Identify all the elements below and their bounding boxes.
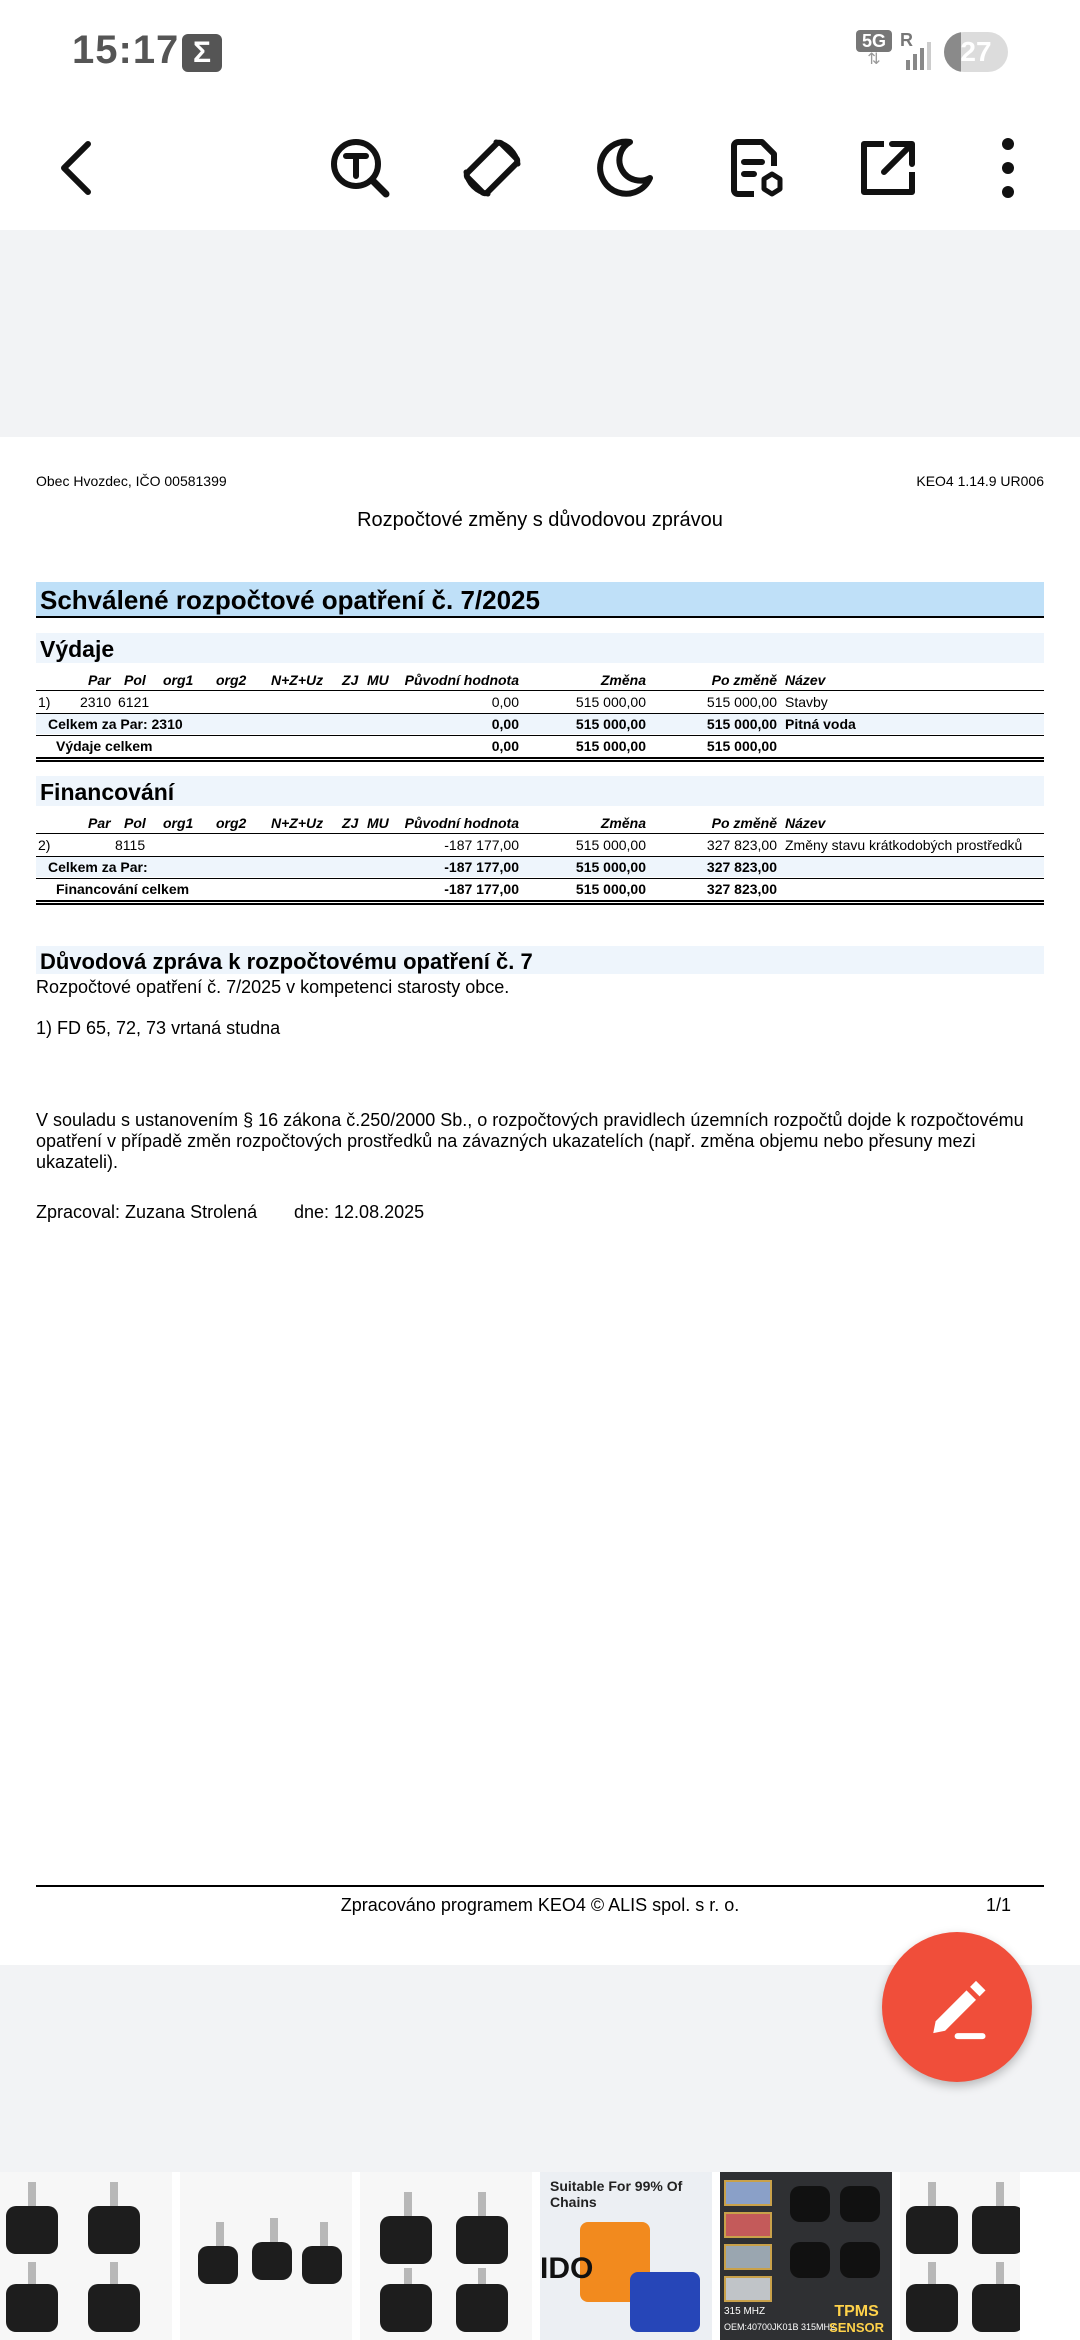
ad-badge xyxy=(829,2304,884,2336)
col-org1: org1 xyxy=(163,815,194,831)
reason-line-1: Rozpočtové opatření č. 7/2025 v kompetenci starosty obce. xyxy=(36,977,510,997)
col-name: Název xyxy=(785,672,826,688)
ad-tile[interactable] xyxy=(180,2172,352,2340)
total-change: 515 000,00 xyxy=(575,738,646,754)
col-change: Změna xyxy=(600,815,646,831)
rotate-button[interactable] xyxy=(444,120,540,216)
col-after: Po změně xyxy=(711,815,777,831)
ad-tile[interactable] xyxy=(540,2172,712,2340)
battery-icon xyxy=(944,32,1008,72)
ad-brand: IDO xyxy=(540,2252,594,2285)
legal-text: V souladu s ustanovením § 16 zákona č.250/2000 Sb., o rozpočtových pravidlech územních rozpočtů dojde k rozpočtovému opatření v případě změn rozpočtových prostředků na závazných ukazatelích (např. změna objemu nebo přesuny mezi ukazateli). xyxy=(36,1110,1024,1172)
ad-banner[interactable] xyxy=(0,2172,1080,2340)
more-options-button[interactable] xyxy=(960,120,1056,216)
row-original: -187 177,00 xyxy=(444,837,519,853)
header-organization: Obec Hvozdec, IČO 00581399 xyxy=(36,473,227,489)
subtotal-after: 515 000,00 xyxy=(706,716,777,732)
document-settings-icon xyxy=(724,136,788,200)
ad-tile[interactable] xyxy=(900,2172,1020,2340)
col-org2: org2 xyxy=(216,815,247,831)
col-mu: MU xyxy=(367,815,389,831)
col-org2: org2 xyxy=(216,672,247,688)
row-number: 2) xyxy=(38,837,51,853)
ad-badge-line1: TPMS xyxy=(834,2303,879,2320)
pdf-page[interactable] xyxy=(0,437,1080,1965)
edit-fab-button[interactable] xyxy=(882,1932,1032,2082)
roaming-letter: R xyxy=(900,30,913,50)
row-after: 327 823,00 xyxy=(706,837,777,853)
more-vert-icon xyxy=(976,136,1040,200)
total-after: 327 823,00 xyxy=(706,881,777,897)
ad-oem: OEM:40700JK01B 315MHZ xyxy=(724,2322,836,2332)
row-pol: 6121 xyxy=(118,694,150,710)
reason-title: Důvodová zpráva k rozpočtovému opatření č. 7 xyxy=(40,949,533,974)
expenses-title: Výdaje xyxy=(40,636,115,662)
subtotal-original: 0,00 xyxy=(491,716,519,732)
col-pol: Pol xyxy=(124,815,146,831)
col-change: Změna xyxy=(600,672,646,688)
ad-tile[interactable] xyxy=(360,2172,532,2340)
network-5g-icon xyxy=(856,30,892,70)
data-arrows-icon: ⇅ xyxy=(867,51,881,68)
back-arrow-icon xyxy=(48,136,112,200)
col-pol: Pol xyxy=(124,672,146,688)
col-zj: ZJ xyxy=(342,815,359,831)
ad-badge-line2: SENSOR xyxy=(829,2320,884,2335)
col-original: Původní hodnota xyxy=(404,672,519,688)
edit-pencil-icon xyxy=(919,1969,995,2045)
financing-title: Financování xyxy=(40,779,175,805)
total-label: Výdaje celkem xyxy=(56,738,153,754)
col-after: Po změně xyxy=(711,672,777,688)
subtotal-after: 327 823,00 xyxy=(706,859,777,875)
processed-date: dne: 12.08.2025 xyxy=(294,1202,425,1222)
col-name: Název xyxy=(785,815,826,831)
open-external-button[interactable] xyxy=(840,120,936,216)
ad-frequency: 315 MHZ xyxy=(724,2306,766,2317)
row-number: 1) xyxy=(38,694,51,710)
sigma-notification-icon: Σ xyxy=(182,34,222,72)
col-original: Původní hodnota xyxy=(404,815,519,831)
page-footer: Zpracováno programem KEO4 © ALIS spol. s r. o. xyxy=(340,1895,740,1915)
status-bar xyxy=(0,0,1080,106)
back-button[interactable] xyxy=(32,120,128,216)
battery-level: 27 xyxy=(960,36,992,67)
col-nzuz: N+Z+Uz xyxy=(271,672,324,688)
text-search-icon xyxy=(328,136,392,200)
col-nzuz: N+Z+Uz xyxy=(271,815,324,831)
subtotal-label: Celkem za Par: 2310 xyxy=(48,716,183,732)
total-change: 515 000,00 xyxy=(575,881,646,897)
subtotal-label: Celkem za Par: xyxy=(48,859,148,875)
dark-mode-moon-icon xyxy=(592,136,656,200)
total-after: 515 000,00 xyxy=(706,738,777,754)
rotate-screen-icon xyxy=(460,136,524,200)
ad-heading: Suitable For 99% Of Chains xyxy=(550,2178,683,2210)
processed-by: Zpracoval: Zuzana Strolená xyxy=(36,1202,258,1222)
col-par: Par xyxy=(88,672,111,688)
row-change: 515 000,00 xyxy=(575,694,646,710)
row-change: 515 000,00 xyxy=(575,837,646,853)
subtotal-name: Pitná voda xyxy=(785,716,856,732)
reason-line-2: 1) FD 65, 72, 73 vrtaná studna xyxy=(36,1018,281,1038)
row-after: 515 000,00 xyxy=(706,694,777,710)
dark-mode-button[interactable] xyxy=(576,120,672,216)
section-title: Schválené rozpočtové opatření č. 7/2025 xyxy=(40,585,540,615)
open-external-icon xyxy=(856,136,920,200)
text-search-button[interactable] xyxy=(312,120,408,216)
row-pol: 8115 xyxy=(115,837,146,853)
subtotal-change: 515 000,00 xyxy=(575,859,646,875)
network-type: 5G xyxy=(856,30,892,52)
col-org1: org1 xyxy=(163,672,194,688)
total-original: 0,00 xyxy=(491,738,519,754)
page-number: 1/1 xyxy=(986,1895,1012,1915)
total-label: Financování celkem xyxy=(56,881,190,897)
status-time: 15:17 xyxy=(72,28,180,72)
row-par: 2310 xyxy=(80,694,112,710)
col-zj: ZJ xyxy=(342,672,359,688)
col-par: Par xyxy=(88,815,111,831)
document-title: Rozpočtové změny s důvodovou zprávou xyxy=(357,509,723,531)
subtotal-original: -187 177,00 xyxy=(444,859,519,875)
signal-strength-icon xyxy=(900,30,932,70)
ad-tile[interactable] xyxy=(0,2172,172,2340)
row-name: Změny stavu krátkodobých prostředků xyxy=(785,837,1023,853)
total-original: -187 177,00 xyxy=(444,881,519,897)
row-name: Stavby xyxy=(785,694,828,710)
document-viewer[interactable] xyxy=(0,230,1080,1965)
document-settings-button[interactable] xyxy=(708,120,804,216)
ad-tile[interactable] xyxy=(720,2172,892,2340)
subtotal-change: 515 000,00 xyxy=(575,716,646,732)
col-mu: MU xyxy=(367,672,389,688)
row-original: 0,00 xyxy=(491,694,519,710)
header-version: KEO4 1.14.9 UR006 xyxy=(916,473,1044,489)
top-toolbar xyxy=(0,106,1080,230)
